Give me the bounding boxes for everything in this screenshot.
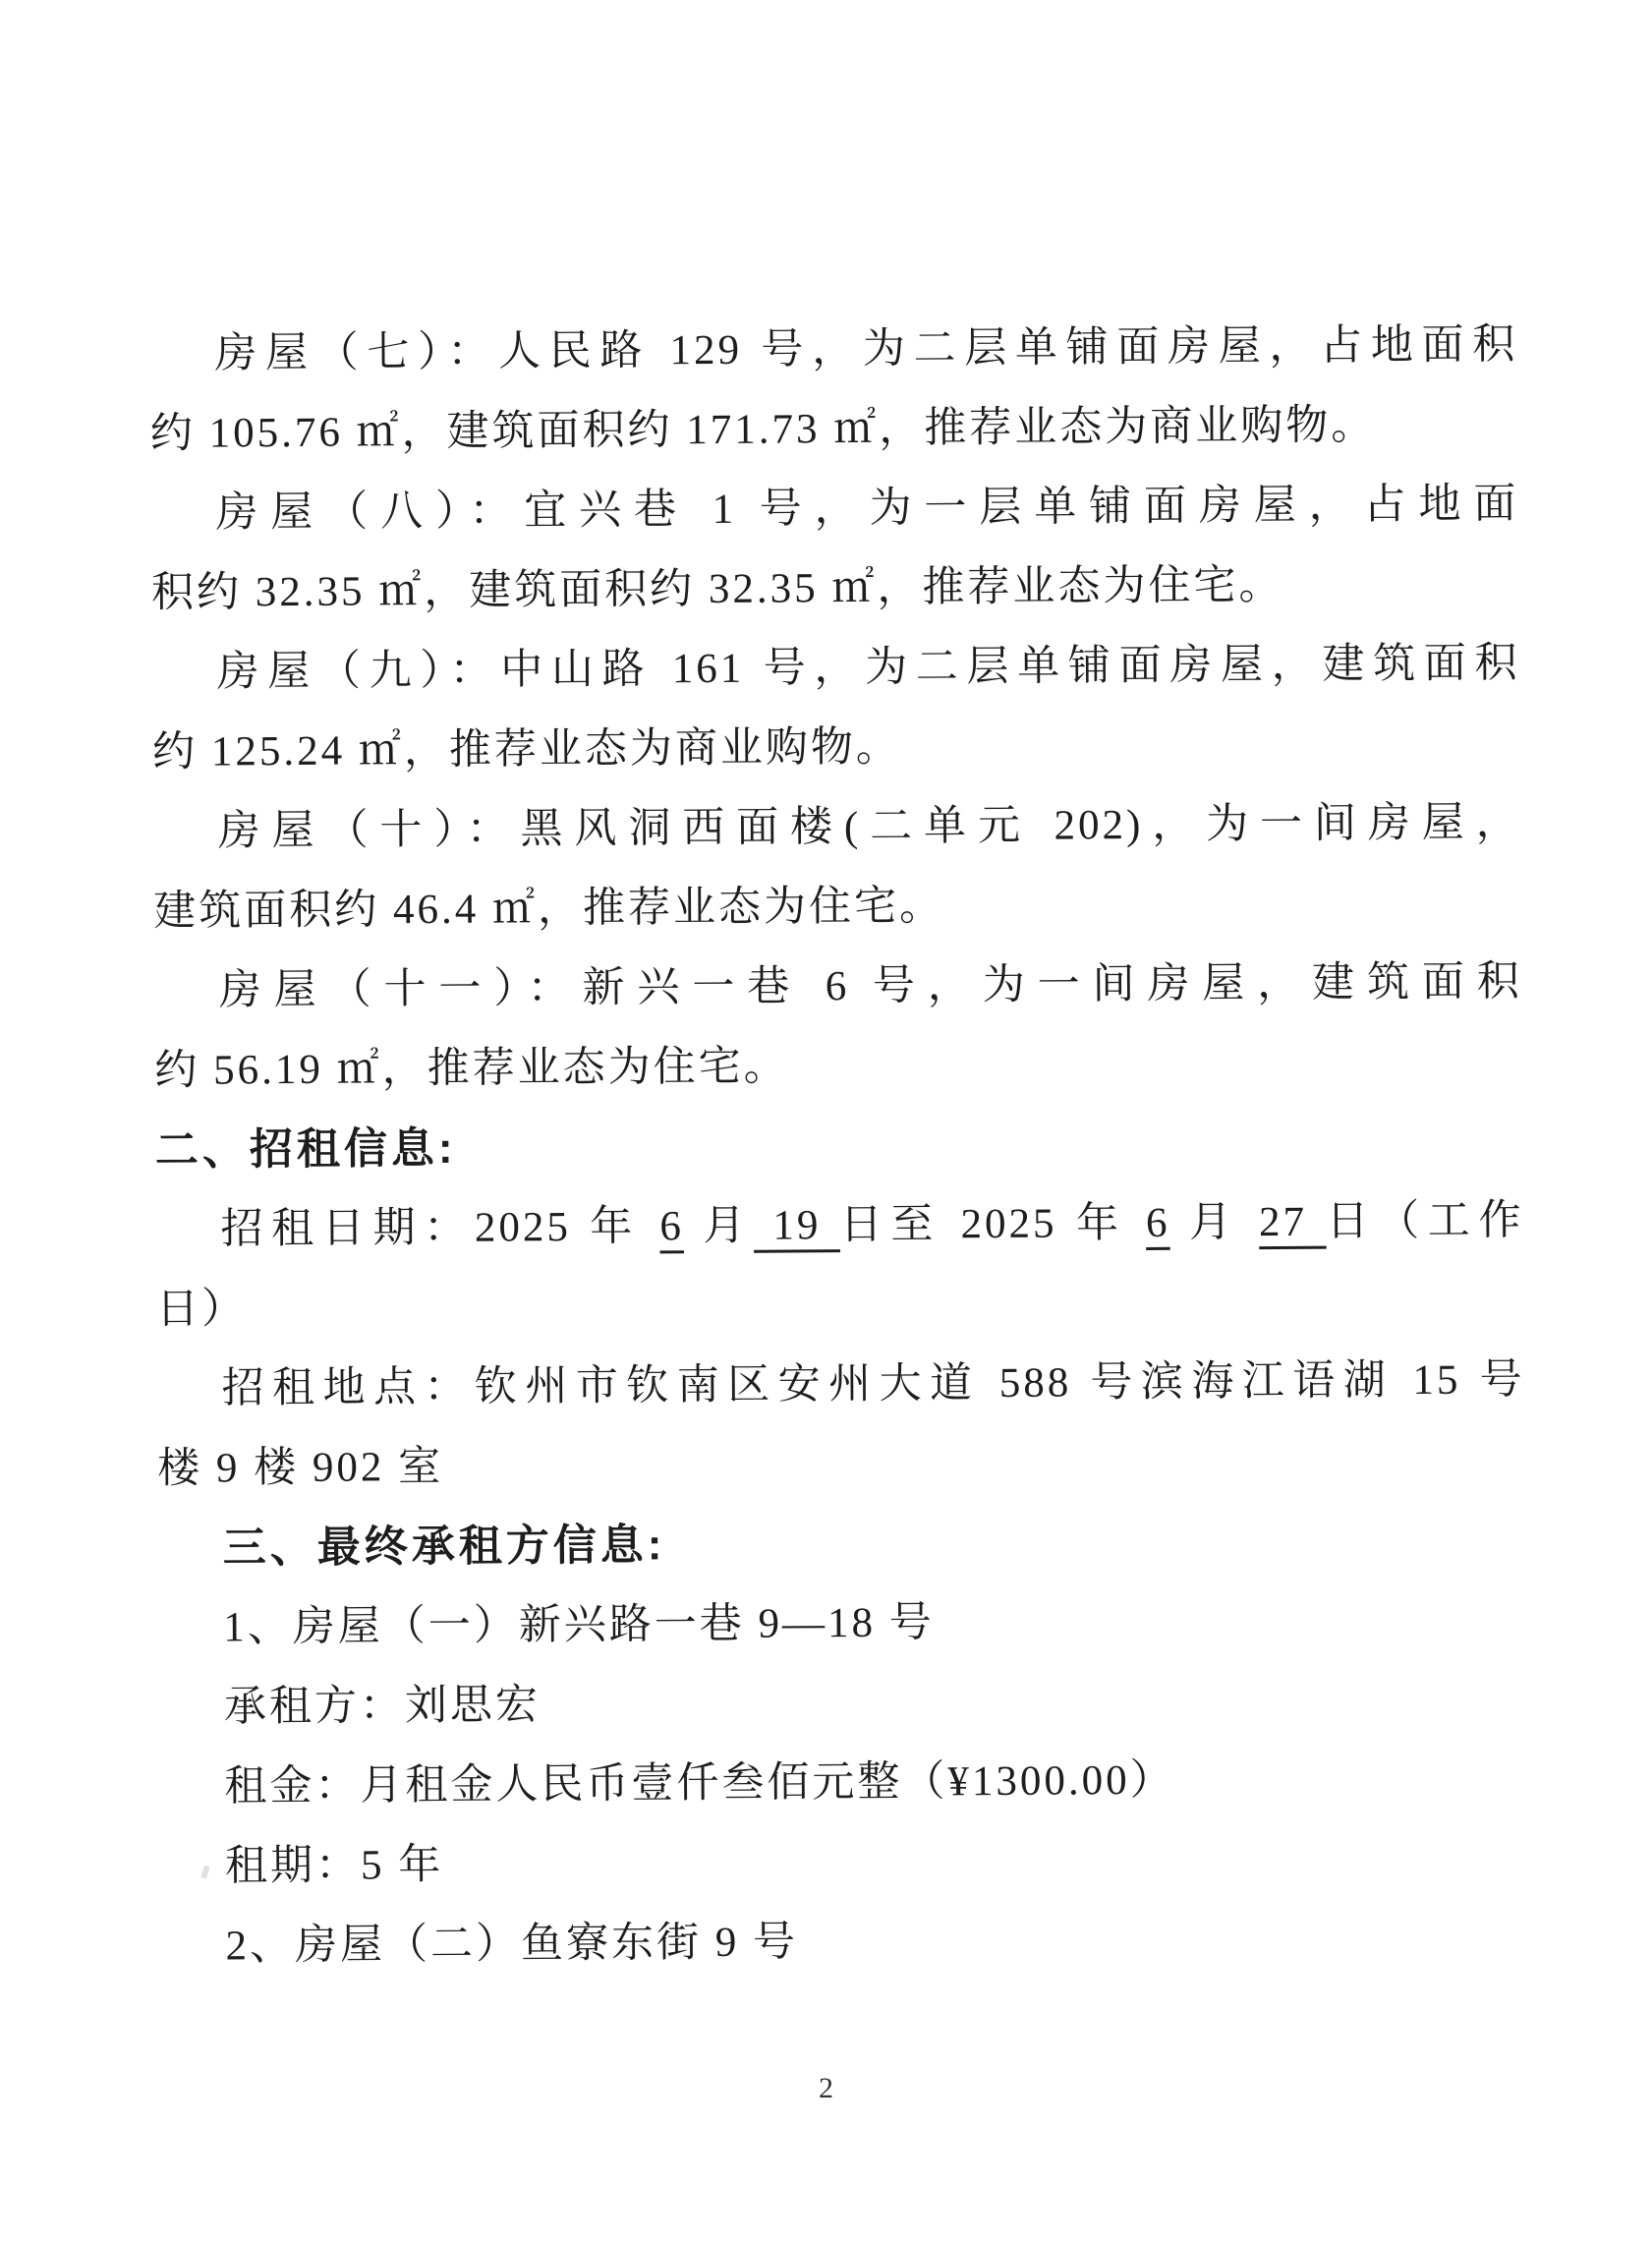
text-segment: 约 105.76 ㎡，建筑面积约 171.73 ㎡，推荐业态为商业购物。: [149, 402, 1377, 457]
underlined-value: 27: [1258, 1198, 1327, 1246]
house-9-line1: [151, 623, 1520, 713]
text-segment: 2、房屋（二）鱼寮东街 9 号: [225, 1919, 799, 1970]
tenant-1-house: [158, 1579, 1527, 1668]
tenant-1-rent: [159, 1738, 1528, 1827]
text-segment: 房屋（十）：黑风洞西面楼(二单元 202)，为一间房屋，: [217, 799, 1521, 855]
section-3-heading: [157, 1499, 1526, 1588]
underlined-value: 19: [753, 1202, 840, 1249]
tenant-1-name: [159, 1658, 1528, 1748]
house-11-line1: [154, 942, 1523, 1031]
text-segment: 日至 2025 年: [839, 1199, 1147, 1249]
page-number: 2: [819, 2072, 833, 2104]
text-segment: 房屋（八）：宜兴巷 1 号，为一层单铺面房屋，占地面: [215, 481, 1519, 537]
underlined-value: 6: [1145, 1199, 1170, 1246]
text-segment: 三、最终承租方信息:: [222, 1521, 666, 1573]
text-segment: 积约 32.35 ㎡，建筑面积约 32.35 ㎡，推荐业态为住宅。: [150, 561, 1284, 616]
house-10-line1: [152, 782, 1521, 872]
text-segment: 二、招租信息:: [154, 1123, 457, 1175]
section-2-heading: [155, 1101, 1524, 1190]
text-segment: 房屋（九）：中山路 161 号，为二层单铺面房屋，建筑面积: [216, 640, 1520, 696]
text-segment: 楼 9 楼 902 室: [157, 1443, 444, 1492]
text-segment: 租期：5 年: [224, 1841, 444, 1890]
text-segment: 约 56.19 ㎡，推荐业态为住宅。: [154, 1043, 789, 1094]
rental-location-line1: [156, 1340, 1525, 1429]
house-11-line2: [154, 1021, 1523, 1111]
text-segment: 日（工作: [1326, 1197, 1524, 1245]
text-segment: 日）: [155, 1286, 248, 1333]
text-segment: 月: [1169, 1199, 1260, 1246]
house-9-line2: [152, 703, 1521, 792]
text-segment: 招租地点：钦州市钦南区安州大道 588 号滨海江语湖 15 号: [221, 1356, 1525, 1412]
tenant-1-term: [160, 1817, 1529, 1907]
house-8-line1: [150, 464, 1519, 553]
text-segment: 房屋（十一）：新兴一巷 6 号，为一间房屋，建筑面积: [218, 958, 1522, 1014]
text-segment: 建筑面积约 46.4 ㎡，推荐业态为住宅。: [153, 883, 945, 935]
text-segment: 月: [683, 1202, 755, 1250]
rental-date-line2: [156, 1260, 1525, 1350]
house-7-line1: [149, 305, 1518, 394]
text-segment: 租金：月租金人民币壹仟叁佰元整（¥1300.00）: [224, 1756, 1175, 1811]
text-segment: 承租方：刘思宏: [223, 1682, 541, 1731]
rental-date-line1: [155, 1180, 1524, 1270]
tenant-2-house: [160, 1897, 1529, 1986]
text-segment: 房屋（七）：人民路 129 号，为二层单铺面房屋，占地面积: [214, 321, 1518, 377]
house-10-line2: [153, 862, 1522, 951]
text-segment: 招租日期：2025 年: [220, 1203, 660, 1253]
text-segment: 1、房屋（一）新兴路一巷 9—18 号: [223, 1599, 935, 1651]
house-8-line2: [151, 544, 1520, 633]
rental-location-line2: [157, 1419, 1526, 1509]
underlined-value: 6: [659, 1203, 685, 1250]
text-segment: 约 125.24 ㎡，推荐业态为商业购物。: [151, 723, 902, 776]
house-7-line2: [150, 384, 1519, 474]
document-body: [149, 305, 1529, 1986]
